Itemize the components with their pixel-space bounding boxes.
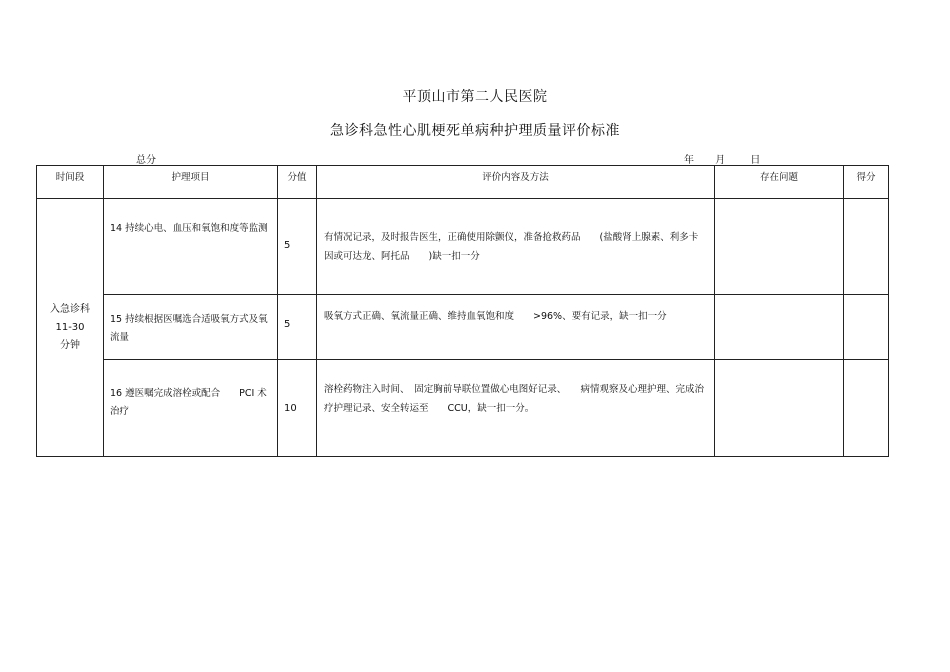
table-row <box>37 295 889 360</box>
score-cell <box>278 360 317 457</box>
score-cell <box>278 199 317 295</box>
content-cell <box>317 199 715 295</box>
table-header-row <box>37 166 889 199</box>
period-line: 11-30 <box>55 321 85 333</box>
item-cell <box>104 360 278 457</box>
period-cell <box>37 199 104 457</box>
content-text: 溶栓药物注入时间、 固定胸前导联位置做心电图好记录、 病情观察及心理护理、完成治疗护理记录、安全转运至 CCU，缺一扣一分。 <box>324 384 705 414</box>
document-title: 急诊科急性心肌梗死单病种护理质量评价标准 <box>330 123 620 139</box>
day-label: 日 <box>750 155 761 166</box>
item-text: 14 持续心电、血压和氧饱和度等监测 <box>110 223 268 234</box>
item-text: 15 持续根据医嘱选合适吸氧方式及氧流量 <box>110 314 268 343</box>
content-text: 有情况记录，及时报告医生，正确使用除颤仪，准备抢救药品 (盐酸肾上腺素、利多卡因或可达龙、阿托品 )缺一扣一分 <box>324 232 699 262</box>
item-text: 16 遵医嘱完成溶栓或配合 PCI 术治疗 <box>110 388 267 417</box>
score-cell <box>278 295 317 360</box>
column-header-period: 时间段 <box>37 166 104 199</box>
month-label: 月 <box>715 155 726 166</box>
table-row <box>37 360 889 457</box>
score-value: 5 <box>284 240 291 251</box>
item-cell <box>104 199 278 295</box>
period-line: 分钟 <box>60 339 80 351</box>
problem-cell <box>715 360 844 457</box>
column-header-content: 评价内容及方法 <box>317 166 715 199</box>
evaluation-table <box>36 165 889 457</box>
content-cell <box>317 360 715 457</box>
column-header-problem: 存在问题 <box>715 166 844 199</box>
content-cell <box>317 295 715 360</box>
score-value: 10 <box>284 403 297 414</box>
year-label: 年 <box>684 155 694 166</box>
table-row <box>37 199 889 295</box>
column-header-points: 得分 <box>844 166 889 199</box>
column-header-score: 分值 <box>278 166 317 199</box>
hospital-name: 平顶山市第二人民医院 <box>402 89 548 105</box>
period-line: 入急诊科 <box>50 303 90 315</box>
problem-cell <box>715 295 844 360</box>
total-score-label: 总分 <box>136 155 156 166</box>
date-fields <box>684 151 760 166</box>
problem-cell <box>715 199 844 295</box>
points-cell <box>844 199 889 295</box>
points-cell <box>844 295 889 360</box>
score-value: 5 <box>284 319 291 330</box>
item-cell <box>104 295 278 360</box>
column-header-item: 护理项目 <box>104 166 278 199</box>
points-cell <box>844 360 889 457</box>
content-text: 吸氧方式正确、氧流量正确、维持血氧饱和度 >96%、要有记录，缺一扣一分 <box>324 311 667 322</box>
